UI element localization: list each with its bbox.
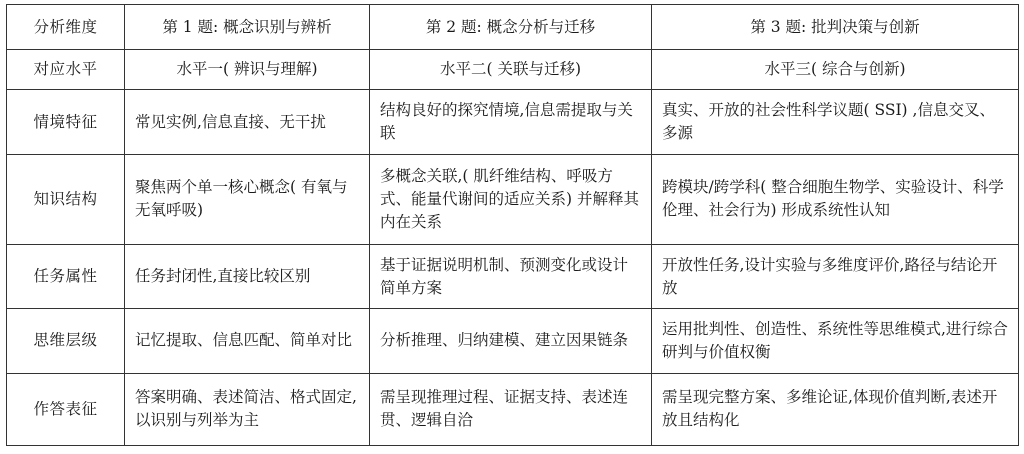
table-row-level	[7, 50, 1019, 90]
row-label-level: 对应水平	[7, 50, 125, 90]
table-row-knowledge	[7, 154, 1019, 244]
row-label-answer: 作答表征	[7, 373, 125, 445]
header-cell-question-1: 第 1 题: 概念识别与辨析	[125, 5, 370, 50]
table-row-thinking	[7, 309, 1019, 373]
cell-situation-q1: 常见实例,信息直接、无干扰	[125, 90, 370, 154]
cell-knowledge-q3: 跨模块/跨学科( 整合细胞生物学、实验设计、科学伦理、社会行为) 形成系统性认知	[652, 154, 1019, 244]
cell-thinking-q3: 运用批判性、创造性、系统性等思维模式,进行综合研判与价值权衡	[652, 309, 1019, 373]
row-label-thinking: 思维层级	[7, 309, 125, 373]
header-cell-question-3: 第 3 题: 批判决策与创新	[652, 5, 1019, 50]
cell-level-q3: 水平三( 综合与创新)	[652, 50, 1019, 90]
cell-level-q1: 水平一( 辨识与理解)	[125, 50, 370, 90]
cell-answer-q1: 答案明确、表述简洁、格式固定,以识别与列举为主	[125, 373, 370, 445]
comparison-table-frame	[6, 4, 1018, 446]
table-row-answer	[7, 373, 1019, 445]
comparison-table	[6, 4, 1019, 446]
cell-task-q3: 开放性任务,设计实验与多维度评价,路径与结论开放	[652, 245, 1019, 309]
header-cell-question-2: 第 2 题: 概念分析与迁移	[370, 5, 652, 50]
cell-answer-q2: 需呈现推理过程、证据支持、表述连贯、逻辑自洽	[370, 373, 652, 445]
table-header-row	[7, 5, 1019, 50]
cell-situation-q2: 结构良好的探究情境,信息需提取与关联	[370, 90, 652, 154]
table-row-task	[7, 245, 1019, 309]
cell-task-q2: 基于证据说明机制、预测变化或设计简单方案	[370, 245, 652, 309]
cell-thinking-q2: 分析推理、归纳建模、建立因果链条	[370, 309, 652, 373]
cell-task-q1: 任务封闭性,直接比较区别	[125, 245, 370, 309]
row-label-knowledge: 知识结构	[7, 154, 125, 244]
cell-situation-q3: 真实、开放的社会性科学议题( SSI) ,信息交叉、多源	[652, 90, 1019, 154]
cell-level-q2: 水平二( 关联与迁移)	[370, 50, 652, 90]
cell-thinking-q1: 记忆提取、信息匹配、简单对比	[125, 309, 370, 373]
cell-knowledge-q2: 多概念关联,( 肌纤维结构、呼吸方式、能量代谢间的适应关系) 并解释其内在关系	[370, 154, 652, 244]
row-label-situation: 情境特征	[7, 90, 125, 154]
cell-answer-q3: 需呈现完整方案、多维论证,体现价值判断,表述开放且结构化	[652, 373, 1019, 445]
row-label-task: 任务属性	[7, 245, 125, 309]
header-cell-dimension: 分析维度	[7, 5, 125, 50]
table-row-situation	[7, 90, 1019, 154]
cell-knowledge-q1: 聚焦两个单一核心概念( 有氧与无氧呼吸)	[125, 154, 370, 244]
